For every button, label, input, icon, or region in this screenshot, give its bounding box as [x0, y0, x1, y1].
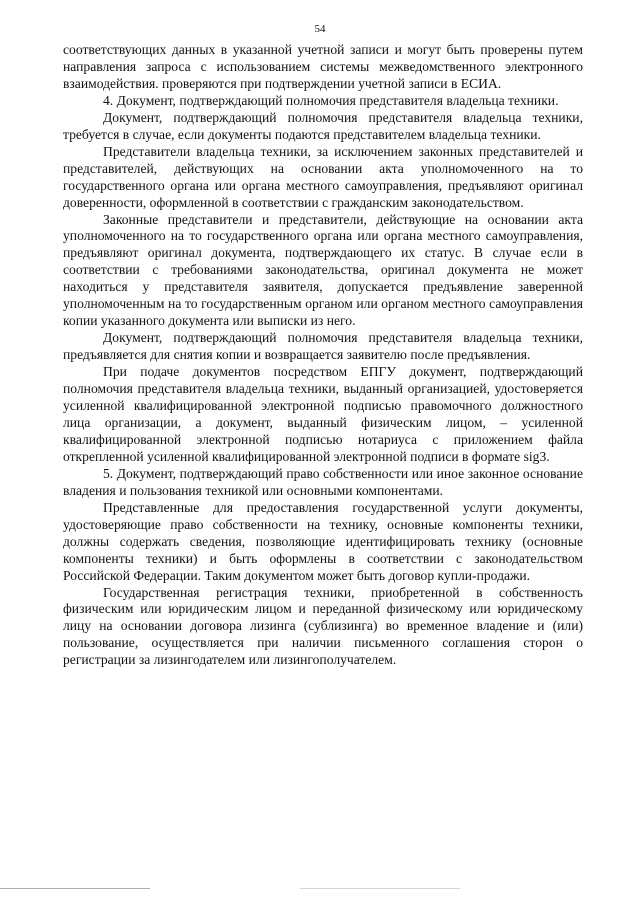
paragraph-item-4-heading: 4. Документ, подтверждающий полномочия представителя владельца техники.: [103, 92, 559, 108]
paragraph: Представленные для предоставления государственной услуги документы, удостоверяющие право собственности на технику, основные компоненты техники, должны содержать сведения, позволяющие идентифицировать технику (основные компоненты техники) и быть оформлены в соответствии с законодательством Российской Федерации. Таким документом может быть договор купли-продажи.: [63, 499, 583, 583]
paragraph: При подаче документов посредством ЕПГУ документ, подтверждающий полномочия представителя владельца техники, выданный организацией, удостоверяется усиленной квалифицированной электронной подписью правомочного должностного лица организации, а документ, выданный физическим лицом, – усиленной квалифицированной электронной подписью нотариуса с приложением файла открепленной усиленной квалифицированной электронной подписи в формате sig3.: [63, 364, 583, 464]
paragraph-item-5-heading: 5. Документ, подтверждающий право собственности или иное законное основание владения и пользования техникой или основными компонентами.: [63, 465, 583, 498]
scan-edge-line: [0, 888, 640, 889]
page-number: 54: [314, 23, 326, 35]
paragraph: Государственная регистрация техники, приобретенной в собственность физическим или юридическим лицом и переданной физическому или юридическому лицу на основании договора лизинга (сублизинга) во временное владение и (или) пользование, осуществляется при наличии письменного соглашения сторон о регистрации за лизингодателем или лизингополучателем.: [63, 584, 583, 668]
document-body: [63, 42, 583, 669]
paragraph: Документ, подтверждающий полномочия представителя владельца техники, требуется в случае, если документы подаются представителем владельца техники.: [63, 109, 583, 142]
paragraph: Документ, подтверждающий полномочия представителя владельца техники, предъявляется для снятия копии и возвращается заявителю после предъявления.: [63, 330, 583, 363]
paragraph: Законные представители и представители, действующие на основании акта уполномоченного на то государственного органа или органа местного самоуправления, предъявляют оригинал документа, подтверждающего их статус. В случае если в соответствии с требованиями законодательства, оригинал документа не может находиться у представителя заявителя, допускается предъявление заверенной уполномоченным на то государственным органом или органом местного самоуправления копии указанного документа или выписки из него.: [63, 211, 583, 329]
paragraph: Представители владельца техники, за исключением законных представителей и представителей, действующих на основании акта уполномоченного на то государственного органа или органа местного самоуправления, предъявляют оригинал доверенности, оформленной в соответствии с гражданским законодательством.: [63, 143, 583, 210]
paragraph-continuation: соответствующих данных в указанной учетной записи и могут быть проверены путем направления запроса с использованием системы межведомственного электронного взаимодействия. проверяются при подтверждении учетной записи в ЕСИА.: [63, 42, 583, 91]
